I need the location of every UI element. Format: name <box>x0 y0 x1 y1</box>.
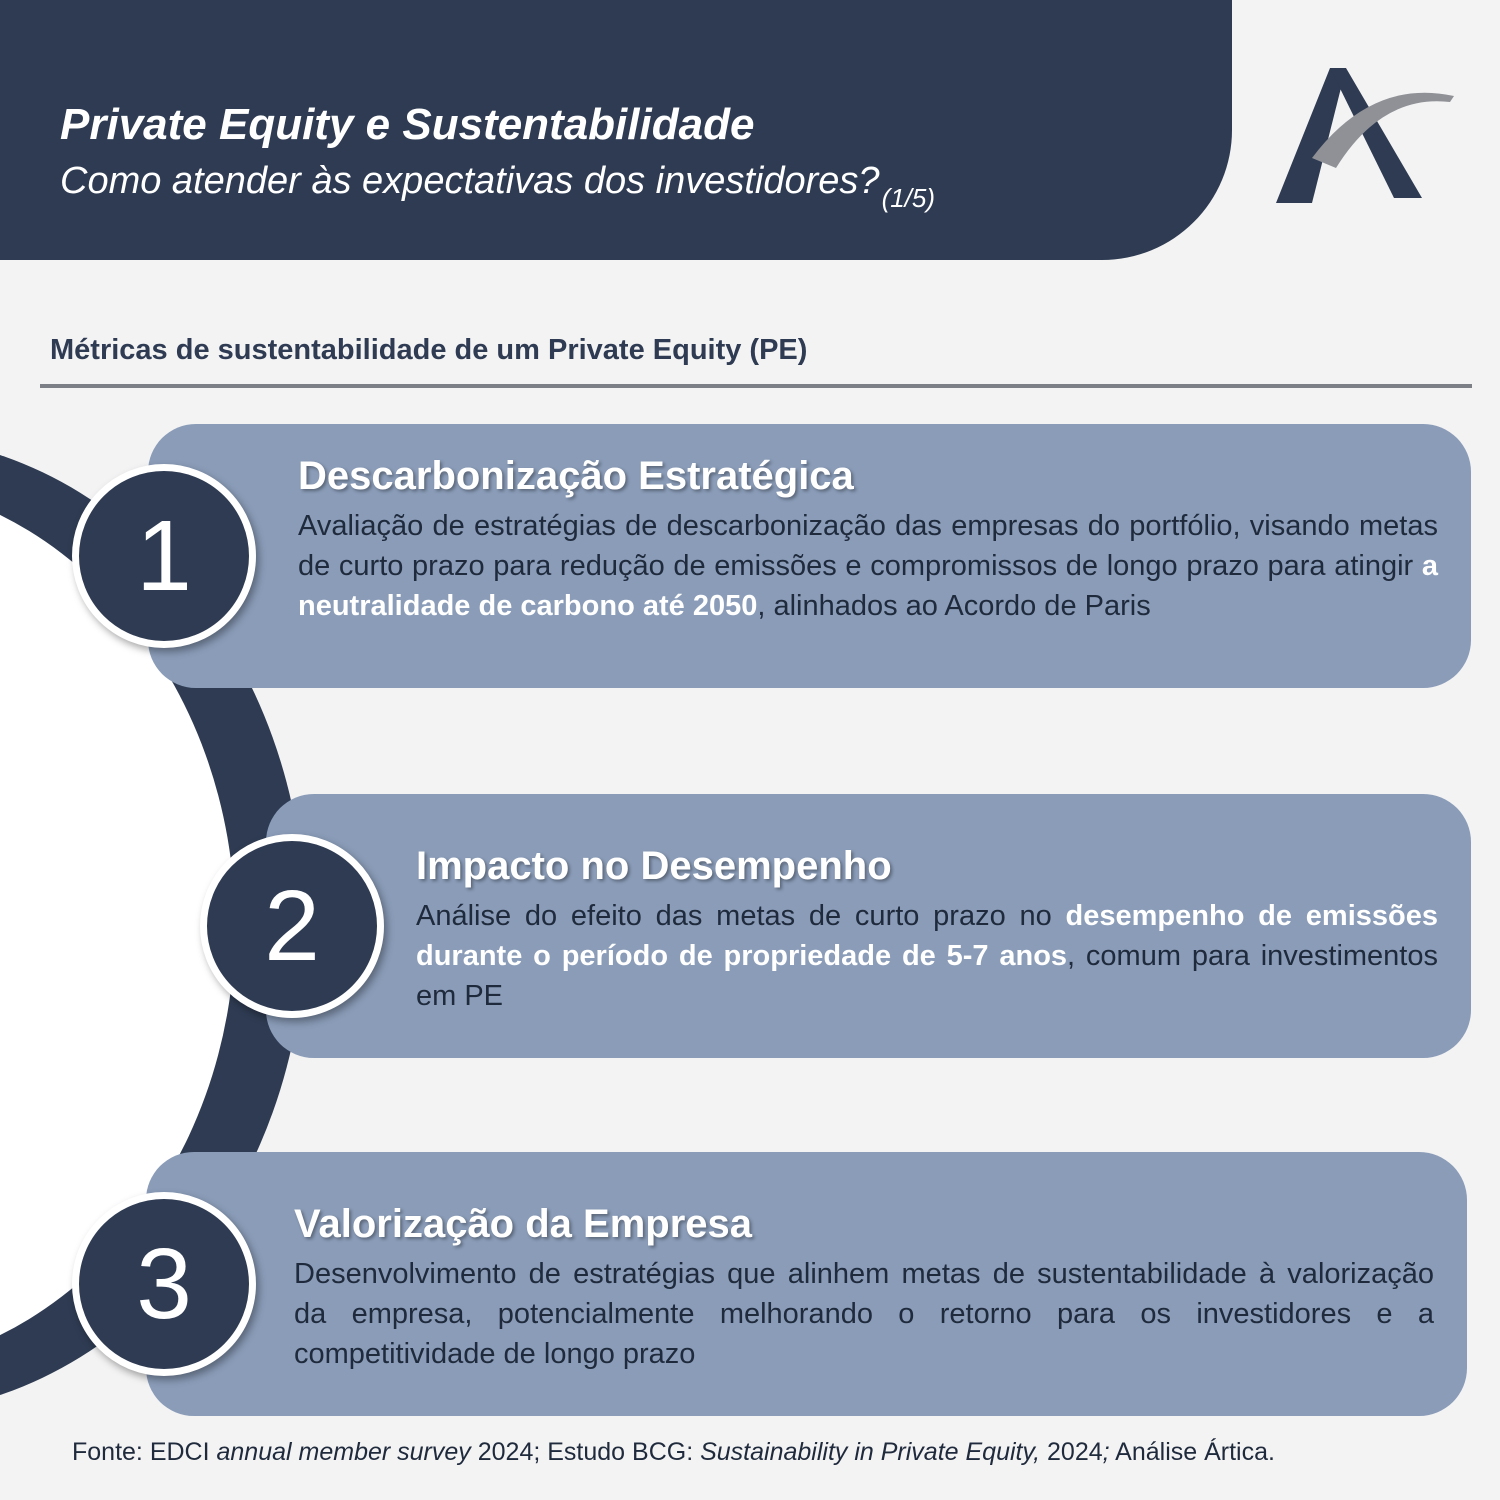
source-footnote <box>72 1438 1275 1467</box>
metric-card-3-text-a: Desenvolvimento de estratégias que alinhem metas de sustentabilidade à valorização da empresa, potencialmente melhorando o retorno para os investidores e a competitividade de longo prazo <box>294 1258 1434 1370</box>
header-banner <box>0 0 1232 260</box>
page-title: Private Equity e Sustentabilidade <box>60 100 755 149</box>
page-indicator: (1/5) <box>881 183 936 213</box>
metric-card-1-title: Descarbonização Estratégica <box>298 454 854 498</box>
section-divider <box>40 384 1472 388</box>
metric-card-3-title: Valorização da Empresa <box>294 1202 753 1246</box>
footer-part-2: annual member survey <box>216 1438 471 1466</box>
metric-card-2-text-a: Análise do efeito das metas de curto prazo no <box>416 900 1066 932</box>
footer-part-4: Sustainability in Private Equity, <box>700 1438 1041 1466</box>
metric-card-2-highlight: desempenho de emissões durante o período de propriedade de 5-7 anos <box>416 900 1438 972</box>
footer-part-7: Análise Ártica. <box>1109 1438 1275 1466</box>
page-subtitle <box>60 160 936 213</box>
footer-part-6: ; <box>1102 1438 1110 1466</box>
number-badge-3: 3 <box>72 1192 256 1376</box>
number-badge-1: 1 <box>72 464 256 648</box>
section-title: Métricas de sustentabilidade de um Private Equity (PE) <box>50 334 808 366</box>
metric-card-2-text <box>416 896 1438 1016</box>
metric-card-3-text <box>294 1254 1434 1374</box>
metric-card-1-highlight: a neutralidade de carbono até 2050 <box>298 550 1438 622</box>
metric-card-1-text-a: Avaliação de estratégias de descarbonização das empresas do portfólio, visando metas de curto prazo para redução de emissões e compromissos de longo prazo para atingir <box>298 510 1438 582</box>
artica-logo-icon <box>1272 58 1458 208</box>
metric-card-1-text <box>298 506 1438 626</box>
metric-card-1-text-b: , alinhados ao Acordo de Paris <box>757 590 1151 622</box>
number-badge-2: 2 <box>200 834 384 1018</box>
metric-card-2-title: Impacto no Desempenho <box>416 844 892 888</box>
footer-part-1: Fonte: EDCI <box>72 1438 217 1466</box>
subtitle-text: Como atender às expectativas dos investidores? <box>60 160 880 202</box>
footer-part-5: 2024 <box>1040 1438 1103 1466</box>
footer-part-3: 2024; Estudo BCG: <box>470 1438 701 1466</box>
metric-card-2-text-b: , comum para investimentos em PE <box>416 940 1438 1012</box>
